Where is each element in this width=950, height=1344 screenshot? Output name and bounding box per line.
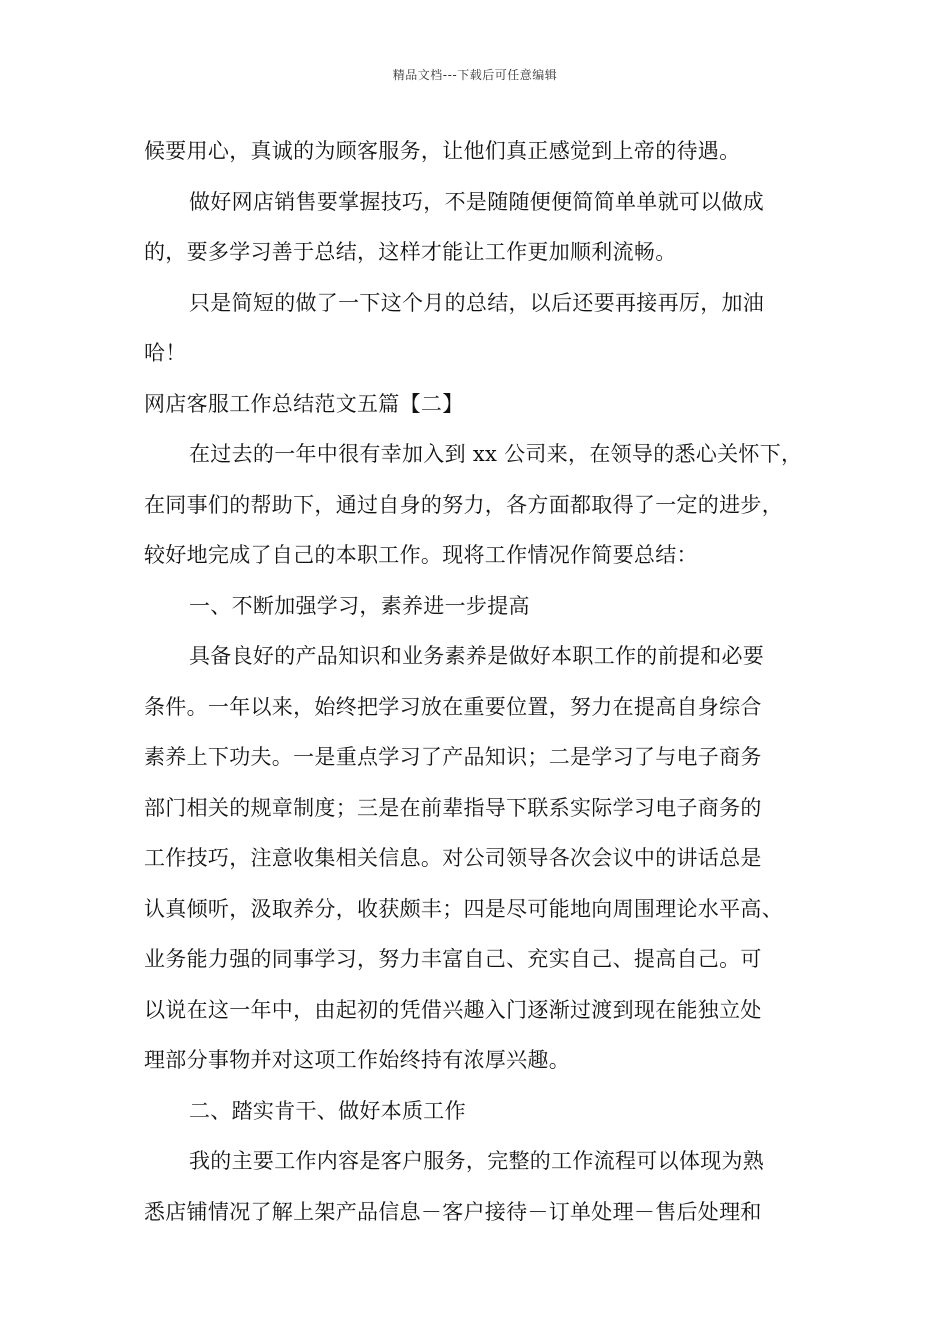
subheading: 一、不断加强学习，素养进一步提高: [189, 593, 530, 618]
subheading: 二、踏实肯干、做好本质工作: [189, 1098, 466, 1123]
text-line: 认真倾听，汲取养分，收获颇丰；四是尽可能地向周围理论水平高、: [144, 896, 783, 921]
text-line: 的，要多学习善于总结，这样才能让工作更加顺利流畅。: [144, 240, 677, 264]
text-line: 素养上下功夫。一是重点学习了产品知识；二是学习了与电子商务: [144, 745, 762, 769]
text-line: 工作技巧，注意收集相关信息。对公司领导各次会议中的讲话总是: [144, 846, 762, 870]
page-header: 精品文档---下载后可任意编辑: [392, 68, 558, 82]
section-title: 网店客服工作总结范文五篇【二】: [144, 391, 464, 416]
text-line: 具备良好的产品知识和业务素养是做好本职工作的前提和必要: [189, 644, 765, 668]
text-line: 条件。一年以来，始终把学习放在重要位置，努力在提高自身综合: [144, 694, 762, 719]
text-line: 哈！: [144, 341, 187, 365]
text-line: 在同事们的帮助下，通过自身的努力，各方面都取得了一定的进步，: [144, 492, 783, 517]
text-line: 业务能力强的同事学习，努力丰富自己、充实自己、提高自己。可: [144, 947, 762, 971]
text-line: 候要用心，真诚的为顾客服务，让他们真正感觉到上帝的待遇。: [144, 139, 741, 163]
text-line: 做好网店销售要掌握技巧，不是随随便便简简单单就可以做成: [189, 189, 765, 214]
text-line: 悉店铺情况了解上架产品信息－客户接待－订单处理－售后处理和: [144, 1199, 762, 1224]
text-line: 部门相关的规章制度；三是在前辈指导下联系实际学习电子商务的: [144, 795, 762, 820]
text-line: 以说在这一年中，由起初的凭借兴趣入门逐渐过渡到现在能独立处: [144, 997, 762, 1022]
text-line: 理部分事物并对这项工作始终持有浓厚兴趣。: [144, 1048, 570, 1072]
text-line: 我的主要工作内容是客户服务，完整的工作流程可以体现为熟: [189, 1149, 765, 1173]
document-body: [144, 126, 824, 1237]
text-line: 在过去的一年中很有幸加入到 xx 公司来，在领导的悉心关怀下，: [189, 442, 803, 466]
text-line: 只是简短的做了一下这个月的总结，以后还要再接再厉，加油: [189, 290, 765, 315]
text-line: 较好地完成了自己的本职工作。现将工作情况作简要总结：: [144, 543, 698, 567]
